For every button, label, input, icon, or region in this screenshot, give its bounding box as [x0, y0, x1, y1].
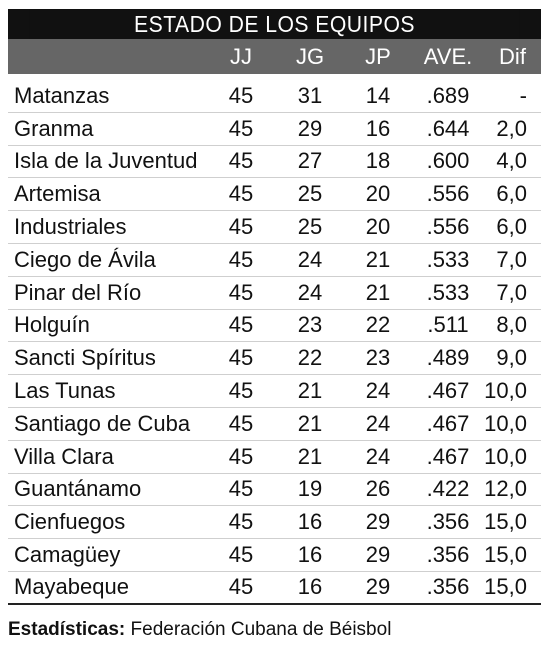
table-body	[8, 80, 541, 605]
team-name-cell: Las Tunas	[14, 378, 116, 404]
team-name-cell: Camagüey	[14, 542, 121, 568]
table-row	[8, 441, 541, 474]
team-name-cell: Guantánamo	[14, 476, 142, 502]
games-played-cell: 45	[228, 476, 254, 502]
average-cell: .467	[426, 410, 470, 436]
games-won-cell: 16	[297, 509, 323, 535]
difference-cell: 12,0	[484, 476, 527, 502]
average-cell: .533	[426, 246, 470, 272]
difference-cell: 15,0	[484, 574, 527, 600]
team-name-cell: Matanzas	[14, 82, 110, 108]
games-lost-cell: 29	[365, 574, 391, 600]
table-row	[8, 408, 541, 441]
games-lost-cell: 23	[365, 345, 391, 371]
difference-cell: 10,0	[484, 443, 527, 469]
games-played-cell: 45	[228, 345, 254, 371]
average-cell: .422	[426, 476, 470, 502]
difference-cell: 2,0	[496, 115, 527, 141]
team-name-cell: Artemisa	[14, 181, 101, 207]
header-ave: AVE.	[423, 43, 473, 69]
average-cell: .689	[426, 82, 470, 108]
games-won-cell: 23	[297, 312, 323, 338]
average-cell: .467	[426, 378, 470, 404]
team-name-cell: Mayabeque	[14, 574, 129, 600]
team-name-cell: Granma	[14, 115, 94, 141]
team-name-cell: Villa Clara	[14, 443, 114, 469]
difference-cell: 8,0	[496, 312, 527, 338]
header-dif: Dif	[499, 43, 526, 69]
games-won-cell: 16	[297, 574, 323, 600]
games-lost-cell: 18	[365, 148, 391, 174]
average-cell: .556	[426, 214, 470, 240]
table-row	[8, 506, 541, 539]
games-won-cell: 19	[297, 476, 323, 502]
games-lost-cell: 26	[365, 476, 391, 502]
games-played-cell: 45	[228, 574, 254, 600]
table-row	[8, 277, 541, 310]
games-won-cell: 22	[297, 345, 323, 371]
games-lost-cell: 24	[365, 410, 391, 436]
header-jj: JJ	[230, 43, 252, 69]
games-played-cell: 45	[228, 279, 254, 305]
games-won-cell: 16	[297, 542, 323, 568]
average-cell: .533	[426, 279, 470, 305]
games-played-cell: 45	[228, 378, 254, 404]
difference-cell: 7,0	[496, 279, 527, 305]
difference-cell: 6,0	[496, 181, 527, 207]
average-cell: .356	[426, 509, 470, 535]
games-played-cell: 45	[228, 410, 254, 436]
table-row	[8, 178, 541, 211]
difference-cell: 10,0	[484, 378, 527, 404]
team-name-cell: Sancti Spíritus	[14, 345, 156, 371]
games-played-cell: 45	[228, 509, 254, 535]
source-label: Estadísticas:	[8, 619, 126, 640]
difference-cell: 15,0	[484, 509, 527, 535]
games-won-cell: 21	[297, 410, 323, 436]
header-jg: JG	[295, 43, 325, 69]
table-row	[8, 342, 541, 375]
games-won-cell: 24	[297, 246, 323, 272]
standings-table	[8, 9, 541, 605]
table-header-row	[8, 39, 541, 74]
table-row	[8, 375, 541, 408]
table-row	[8, 310, 541, 343]
games-lost-cell: 14	[365, 82, 391, 108]
team-name-cell: Cienfuegos	[14, 509, 126, 535]
average-cell: .600	[426, 148, 470, 174]
games-won-cell: 24	[297, 279, 323, 305]
games-played-cell: 45	[228, 148, 254, 174]
team-name-cell: Santiago de Cuba	[14, 410, 191, 436]
table-row	[8, 244, 541, 277]
games-lost-cell: 21	[365, 246, 391, 272]
games-won-cell: 25	[297, 214, 323, 240]
games-played-cell: 45	[228, 82, 254, 108]
table-row	[8, 80, 541, 113]
team-name-cell: Industriales	[14, 214, 127, 240]
average-cell: .556	[426, 181, 470, 207]
table-title: ESTADO DE LOS EQUIPOS	[29, 9, 519, 39]
games-played-cell: 45	[228, 312, 254, 338]
team-name-cell: Ciego de Ávila	[14, 246, 156, 272]
games-played-cell: 45	[228, 246, 254, 272]
difference-cell: 6,0	[496, 214, 527, 240]
table-title-bar	[8, 9, 541, 39]
table-row	[8, 211, 541, 244]
average-cell: .644	[426, 115, 470, 141]
source-note	[8, 619, 391, 641]
table-row	[8, 572, 541, 605]
games-lost-cell: 29	[365, 542, 391, 568]
table-row	[8, 113, 541, 146]
games-won-cell: 27	[297, 148, 323, 174]
table-row	[8, 146, 541, 179]
games-lost-cell: 29	[365, 509, 391, 535]
games-lost-cell: 22	[365, 312, 391, 338]
team-name-cell: Pinar del Río	[14, 279, 142, 305]
games-lost-cell: 20	[365, 181, 391, 207]
games-lost-cell: 24	[365, 378, 391, 404]
games-won-cell: 31	[297, 82, 323, 108]
games-lost-cell: 20	[365, 214, 391, 240]
difference-cell: -	[519, 82, 527, 108]
difference-cell: 10,0	[484, 410, 527, 436]
difference-cell: 15,0	[484, 542, 527, 568]
average-cell: .489	[426, 345, 470, 371]
average-cell: .511	[427, 312, 469, 338]
games-played-cell: 45	[228, 443, 254, 469]
games-played-cell: 45	[228, 115, 254, 141]
games-lost-cell: 24	[365, 443, 391, 469]
table-row	[8, 539, 541, 572]
games-won-cell: 25	[297, 181, 323, 207]
team-name-cell: Holguín	[14, 312, 90, 338]
difference-cell: 7,0	[496, 246, 527, 272]
header-jp: JP	[365, 43, 391, 69]
table-row	[8, 474, 541, 507]
average-cell: .467	[426, 443, 470, 469]
average-cell: .356	[426, 574, 470, 600]
games-won-cell: 21	[297, 443, 323, 469]
difference-cell: 4,0	[496, 148, 527, 174]
games-played-cell: 45	[228, 181, 254, 207]
games-played-cell: 45	[228, 214, 254, 240]
games-played-cell: 45	[228, 542, 254, 568]
games-won-cell: 29	[297, 115, 323, 141]
games-won-cell: 21	[297, 378, 323, 404]
source-text: Federación Cubana de Béisbol	[130, 619, 392, 640]
team-name-cell: Isla de la Juventud	[14, 148, 198, 174]
difference-cell: 9,0	[496, 345, 527, 371]
games-lost-cell: 16	[365, 115, 391, 141]
games-lost-cell: 21	[365, 279, 391, 305]
average-cell: .356	[426, 542, 470, 568]
